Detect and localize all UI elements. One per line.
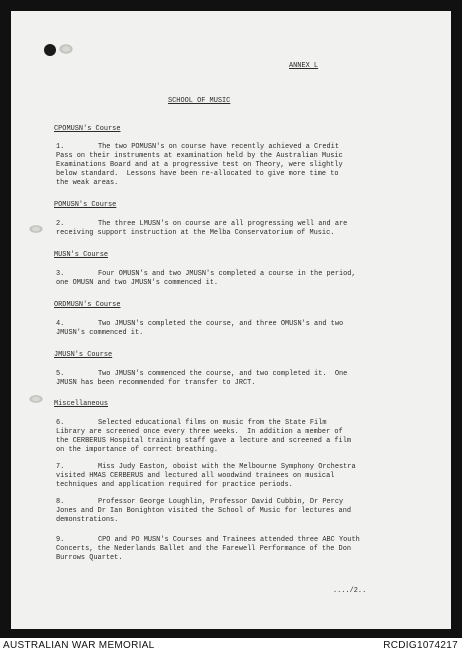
paragraph-number: 6. [56, 419, 65, 427]
paragraph-line: Jones and Dr Ian Bonighton visited the School of Music for lectures and [56, 507, 352, 515]
section-heading: MUSN's Course [54, 251, 109, 259]
staple-mark [59, 44, 73, 54]
paragraph-number: 4. [56, 320, 65, 328]
paragraph-line: Two JMUSN's commenced the course, and two completed it. One [98, 370, 348, 378]
paragraph-number: 8. [56, 498, 65, 506]
paragraph-line: Two JMUSN's completed the course, and three OMUSN's and two [98, 320, 344, 328]
paragraph-number: 2. [56, 220, 65, 228]
footer-archive-name: AUSTRALIAN WAR MEMORIAL [3, 640, 155, 651]
paragraph-line: the CERBERUS Hospital training staff gave a lecture and screened a film [56, 437, 352, 445]
paragraph-number: 7. [56, 463, 65, 471]
continuation-marker: ..../2.. [333, 587, 367, 595]
paragraph-line: JMUSN has been recommended for transfer to JRCT. [56, 379, 256, 387]
paragraph-line: visited HMAS CERBERUS and lectured all woodwind trainees on musical [56, 472, 335, 480]
paragraph-line: JMUSN's commenced it. [56, 329, 144, 337]
punch-hole [44, 44, 56, 56]
paragraph-line: receiving support instruction at the Melba Conservatorium of Music. [56, 229, 335, 237]
paragraph-line: The three LMUSN's on course are all progressing well and are [98, 220, 348, 228]
paragraph-number: 5. [56, 370, 65, 378]
section-heading: ORDMUSN's Course [54, 301, 121, 309]
paragraph-line: The two POMUSN's on course have recently achieved a Credit [98, 143, 339, 151]
paragraph-number: 9. [56, 536, 65, 544]
paragraph-line: Four OMUSN's and two JMUSN's completed a course in the period, [98, 270, 356, 278]
paragraph-line: demonstrations. [56, 516, 119, 524]
paragraph-line: Concerts, the Nederlands Ballet and the Farewell Performance of the Don [56, 545, 352, 553]
staple-mark [29, 395, 43, 403]
paragraph-number: 3. [56, 270, 65, 278]
paragraph-line: Burrows Quartet. [56, 554, 123, 562]
paragraph-line: the weak areas. [56, 179, 119, 187]
paragraph-line: Selected educational films on music from the State Film [98, 419, 327, 427]
section-heading: JMUSN's Course [54, 351, 113, 359]
paragraph-line: Miss Judy Easton, oboist with the Melbourne Symphony Orchestra [98, 463, 356, 471]
annex-label: ANNEX L [289, 62, 319, 70]
section-heading: Miscellaneous [54, 400, 109, 408]
footer-bar [0, 638, 462, 653]
paragraph-line: below standard. Lessons have been re-allocated to give more time to [56, 170, 339, 178]
footer-record-id: RCDIG1074217 [383, 640, 458, 651]
paragraph-line: one OMUSN and two JMUSN's commenced it. [56, 279, 219, 287]
staple-mark [29, 225, 43, 233]
paragraph-line: CPO and PO MUSN's Courses and Trainees attended three ABC Youth [98, 536, 360, 544]
paragraph-line: Pass on their instruments at examination held by the Australian Music [56, 152, 343, 160]
page-title: SCHOOL OF MUSIC [168, 97, 231, 105]
paragraph-line: Professor George Loughlin, Professor David Cubbin, Dr Percy [98, 498, 344, 506]
paragraph-number: 1. [56, 143, 65, 151]
section-heading: CPOMUSN's Course [54, 125, 121, 133]
paragraph-line: Examinations Board and at a progressive test on Theory, were slightly [56, 161, 343, 169]
paragraph-line: on the importance of correct breathing. [56, 446, 219, 454]
paragraph-line: Library are screened once every three weeks. In addition a member of [56, 428, 343, 436]
section-heading: POMUSN's Course [54, 201, 117, 209]
paragraph-line: techniques and application required for practice periods. [56, 481, 293, 489]
